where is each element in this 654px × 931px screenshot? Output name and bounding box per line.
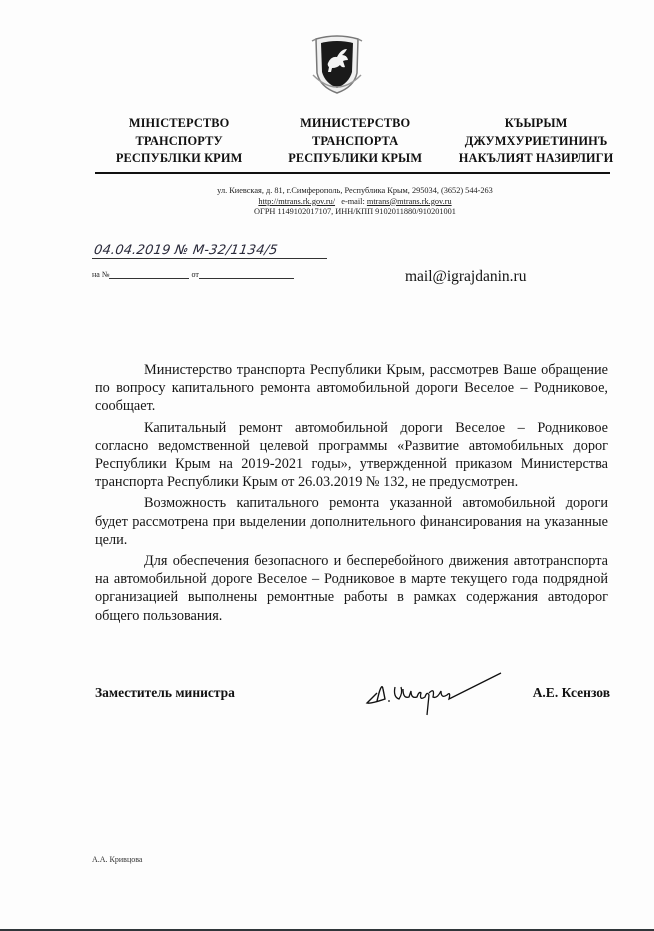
executor-name: А.А. Кривцова: [92, 855, 143, 864]
ministry-header: [95, 115, 625, 168]
paragraph: Министерство транспорта Республики Крым, рассмотрев Ваше обращение по вопросу капитального ремонта автомобильной дороги Веселое – Родниковое, сообщает.: [95, 362, 608, 415]
coat-of-arms-icon: [310, 33, 364, 97]
handwritten-signature-icon: [363, 669, 513, 719]
from-label: от: [191, 270, 199, 279]
signatory-name: А.Е. Ксензов: [532, 685, 610, 700]
paragraph: Капитальный ремонт автомобильной дороги Веселое – Родниковое согласно ведомственной целевой программы «Развитие автомобильных дорог Республики Крым на 2019-2021 годы», утвержденной приказом Министерства транспорта Республики Крым от 26.03.2019 № 132, не предусмотрен.: [95, 419, 608, 491]
reply-number-blank: [109, 270, 189, 279]
web-email-line: [170, 197, 540, 208]
website-link[interactable]: http://mtrans.rk.gov.ru/: [258, 196, 336, 206]
email-label: e-mail:: [341, 196, 365, 206]
handwritten-reg-number: 04.04.2019 № М-32/1134/5: [92, 243, 279, 258]
signature-block: [95, 685, 610, 715]
ministry-name-russian: МИНИСТЕРСТВО ТРАНСПОРТА РЕСПУБЛИКИ КРЫМ: [288, 116, 423, 165]
header-divider: [95, 172, 610, 174]
recipient-email: mail@igrajdanin.ru: [405, 268, 527, 285]
reply-reference: [92, 270, 294, 279]
paragraph: Для обеспечения безопасного и бесперебойного движения автотранспорта на автомобильной дороге Веселое – Родниковое в марте текущего года подрядной организацией выполнены ремонтные работы в рамках содержания автодорог общего пользования.: [95, 553, 608, 624]
ministry-name-ukrainian: МІНІСТЕРСТВО ТРАНСПОРТУ РЕСПУБЛІКИ КРИМ: [115, 116, 243, 165]
signatory-title: Заместитель министра: [95, 685, 235, 700]
outgoing-number: [92, 240, 332, 272]
letter-body: [95, 361, 608, 628]
reply-to-label: на №: [92, 270, 110, 279]
email-link[interactable]: mtrans@mtrans.rk.gov.ru: [366, 196, 452, 206]
registration-line: ОГРН 1149102017107, ИНН/КПП 9102011880/910201001: [254, 207, 456, 216]
reg-underline: [92, 258, 327, 259]
contact-block: [170, 186, 540, 218]
reply-date-blank: [199, 270, 294, 279]
address-line: ул. Киевская, д. 81, г.Симферополь, Республика Крым, 295034, (3652) 544-263: [217, 186, 493, 195]
paragraph: Возможность капитального ремонта указанной автомобильной дороги будет рассмотрена при выделении дополнительного финансирования на указанные цели.: [95, 495, 608, 548]
ministry-name-crimean-tatar: КЪЫРЫМ ДЖУМХУРИЕТИНИНЪ НАКЪЛИЯТ НАЗИРЛИГИ: [458, 116, 614, 165]
